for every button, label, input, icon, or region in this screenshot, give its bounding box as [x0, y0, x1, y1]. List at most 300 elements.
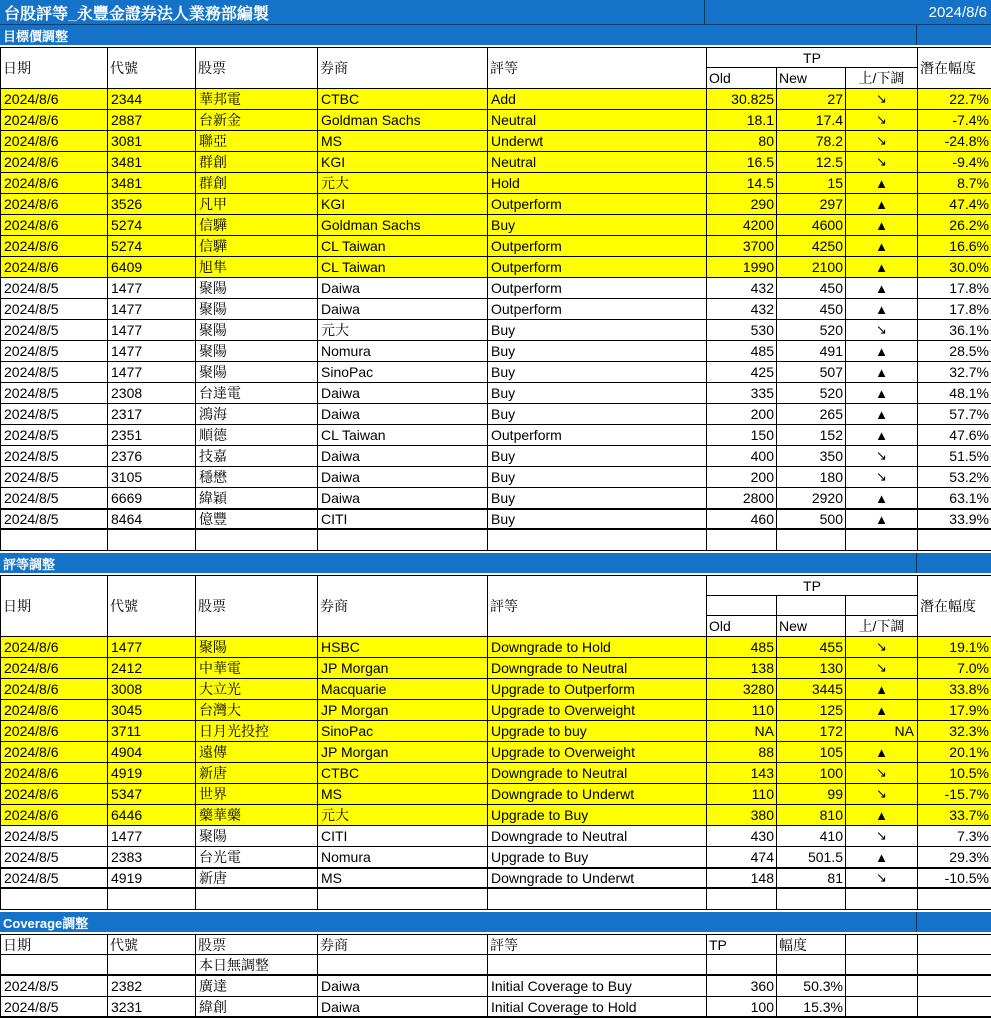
section-bar-rating-change: [0, 553, 991, 573]
cell-broker: Macquarie: [318, 679, 488, 699]
cell-potential: -9.4%: [918, 152, 991, 172]
table-row: [1, 152, 991, 173]
cell-code: 1477: [108, 278, 196, 298]
cell-broker: MS: [318, 131, 488, 151]
cell-broker: SinoPac: [318, 362, 488, 382]
cell-rating: Downgrade to Neutral: [488, 763, 707, 783]
cell-broker: MS: [318, 869, 488, 887]
col-header-tp: TP: [707, 935, 777, 954]
cell-new-tp: 450: [777, 299, 846, 319]
cell-new-tp: 105: [777, 742, 846, 762]
cell-date: 2024/8/5: [1, 869, 108, 887]
cell-new-tp: 172: [777, 721, 846, 741]
cell-stock: 大立光: [196, 679, 318, 699]
updown-icon: ▲: [846, 488, 918, 508]
cell-code: 4904: [108, 742, 196, 762]
table-row: [1, 236, 991, 257]
cell-stock: 聚陽: [196, 299, 318, 319]
cell-new-tp: 501.5: [777, 847, 846, 867]
cell-stock: 中華電: [196, 658, 318, 678]
updown-icon: ▲: [846, 215, 918, 235]
table-row: [1, 299, 991, 320]
cell-broker: CL Taiwan: [318, 236, 488, 256]
cell-rating: Buy: [488, 383, 707, 403]
cell-potential: 8.7%: [918, 173, 991, 193]
col-header-code: 代號: [108, 935, 196, 954]
cell-stock: 台光電: [196, 847, 318, 867]
cell-date: 2024/8/6: [1, 194, 108, 214]
cell-rating: Initial Coverage to Hold: [488, 997, 707, 1016]
col-header-new: New: [777, 68, 846, 88]
cell-old-tp: 2800: [707, 488, 777, 508]
cell-broker: Goldman Sachs: [318, 215, 488, 235]
cell-new-tp: 4600: [777, 215, 846, 235]
cell-new-tp: 15: [777, 173, 846, 193]
empty-cell: [918, 935, 991, 954]
cell-code: 4919: [108, 869, 196, 887]
cell-old-tp: 400: [707, 446, 777, 466]
cell-stock: 藥華藥: [196, 805, 318, 825]
table-row: [1, 784, 991, 805]
empty-cell: [846, 596, 918, 616]
updown-icon: ▲: [846, 805, 918, 825]
cell-stock: 新唐: [196, 869, 318, 887]
cell-code: 6446: [108, 805, 196, 825]
col-header-updown: 上/下調: [846, 616, 918, 636]
cell-rating: Downgrade to Hold: [488, 637, 707, 657]
cell-old-tp: 14.5: [707, 173, 777, 193]
cell-old-tp: 474: [707, 847, 777, 867]
cell-old-tp: 460: [707, 510, 777, 528]
cell-code: 3526: [108, 194, 196, 214]
cell-rating: Buy: [488, 341, 707, 361]
empty-cell: [318, 530, 488, 550]
col-header-rating: 評等: [488, 576, 707, 636]
cell-date: 2024/8/5: [1, 826, 108, 846]
col-header-broker: 券商: [318, 576, 488, 636]
table-row: [1, 847, 991, 868]
cell-stock: 穩懋: [196, 467, 318, 487]
cell-new-tp: 2100: [777, 257, 846, 277]
cell-broker: Daiwa: [318, 278, 488, 298]
cell-potential: 22.7%: [918, 89, 991, 109]
section-heading-rating-change: 評等調整: [0, 553, 917, 573]
cell-code: 1477: [108, 637, 196, 657]
section-bar-spacer: [917, 553, 991, 573]
cell-code: 3481: [108, 173, 196, 193]
cell-stock: 旭隼: [196, 257, 318, 277]
cell-rating: Upgrade to Buy: [488, 847, 707, 867]
cell-potential: -24.8%: [918, 131, 991, 151]
cell-date: 2024/8/5: [1, 383, 108, 403]
col-header-updown: 上/下調: [846, 68, 918, 88]
cell-rating: Outperform: [488, 257, 707, 277]
empty-cell: [707, 530, 777, 550]
cell-code: 3081: [108, 131, 196, 151]
cell-old-tp: 3700: [707, 236, 777, 256]
cell-rating: Upgrade to Outperform: [488, 679, 707, 699]
cell-new-tp: 297: [777, 194, 846, 214]
cell-tp: 360: [707, 976, 777, 996]
cell-broker: CTBC: [318, 89, 488, 109]
cell-code: 1477: [108, 299, 196, 319]
updown-icon: ▲: [846, 236, 918, 256]
cell-stock: 億豐: [196, 510, 318, 528]
cell-code: 6669: [108, 488, 196, 508]
updown-icon: ▲: [846, 341, 918, 361]
cell-rating: Buy: [488, 215, 707, 235]
cell-code: 4919: [108, 763, 196, 783]
cell-broker: JP Morgan: [318, 700, 488, 720]
cell-stock: 群創: [196, 152, 318, 172]
cell-old-tp: 148: [707, 869, 777, 887]
cell-new-tp: 265: [777, 404, 846, 424]
empty-cell: [918, 889, 991, 909]
cell-code: 1477: [108, 341, 196, 361]
cell-date: 2024/8/6: [1, 152, 108, 172]
col-header-stock: 股票: [196, 576, 318, 636]
coverage-header: [0, 934, 991, 955]
coverage-table: [0, 976, 991, 1018]
cell-date: 2024/8/6: [1, 742, 108, 762]
cell-old-tp: 380: [707, 805, 777, 825]
table-row: [1, 976, 991, 997]
cell-stock: 聚陽: [196, 637, 318, 657]
table-row: [1, 404, 991, 425]
cell-new-tp: 450: [777, 278, 846, 298]
empty-cell: [1, 889, 108, 909]
cell-rating: Downgrade to Neutral: [488, 658, 707, 678]
cell-broker: CITI: [318, 510, 488, 528]
table-row: [1, 742, 991, 763]
col-header-old: Old: [707, 616, 777, 636]
cell-code: 2344: [108, 89, 196, 109]
empty-cell: [196, 530, 318, 550]
cell-code: 2887: [108, 110, 196, 130]
empty-cell: [488, 955, 707, 974]
section-bar-spacer: [917, 912, 991, 932]
cell-stock: 聚陽: [196, 320, 318, 340]
empty-cell: [108, 530, 196, 550]
cell-stock: 台新金: [196, 110, 318, 130]
cell-stock: 緯穎: [196, 488, 318, 508]
cell-broker: Daiwa: [318, 404, 488, 424]
cell-old-tp: 1990: [707, 257, 777, 277]
cell-new-tp: 17.4: [777, 110, 846, 130]
cell-range: 50.3%: [777, 976, 846, 996]
cell-date: 2024/8/5: [1, 425, 108, 445]
col-header-broker: 券商: [318, 48, 488, 88]
table-row: [1, 868, 991, 889]
empty-cell: [108, 955, 196, 974]
cell-date: 2024/8/5: [1, 847, 108, 867]
empty-cell: [846, 530, 918, 550]
cell-old-tp: 425: [707, 362, 777, 382]
cell-potential: 47.4%: [918, 194, 991, 214]
cell-broker: KGI: [318, 194, 488, 214]
updown-icon: ↘: [846, 467, 918, 487]
col-header-potential: 潛在幅度: [918, 48, 991, 88]
cell-broker: Daiwa: [318, 446, 488, 466]
cell-code: 2351: [108, 425, 196, 445]
cell-code: 2382: [108, 976, 196, 996]
cell-new-tp: 100: [777, 763, 846, 783]
cell-potential: 36.1%: [918, 320, 991, 340]
cell-date: 2024/8/6: [1, 658, 108, 678]
cell-date: 2024/8/5: [1, 362, 108, 382]
cell-date: 2024/8/6: [1, 236, 108, 256]
updown-icon: ↘: [846, 784, 918, 804]
cell-rating: Buy: [488, 320, 707, 340]
section-heading-coverage: Coverage調整: [0, 912, 917, 932]
col-header-rating: 評等: [488, 935, 707, 954]
cell-potential: 57.7%: [918, 404, 991, 424]
cell-date: 2024/8/6: [1, 637, 108, 657]
updown-icon: ↘: [846, 131, 918, 151]
empty-cell: [488, 889, 707, 909]
cell-new-tp: 491: [777, 341, 846, 361]
cell-new-tp: 99: [777, 784, 846, 804]
cell-old-tp: 18.1: [707, 110, 777, 130]
empty-cell: [777, 955, 846, 974]
cell-rating: Buy: [488, 362, 707, 382]
cell-new-tp: 520: [777, 383, 846, 403]
table-row: [1, 383, 991, 404]
cell-new-tp: 507: [777, 362, 846, 382]
cell-broker: Daiwa: [318, 383, 488, 403]
cell-new-tp: 810: [777, 805, 846, 825]
cell-broker: CITI: [318, 826, 488, 846]
cell-new-tp: 78.2: [777, 131, 846, 151]
cell-stock: 凡甲: [196, 194, 318, 214]
no-adjustment-note: 本日無調整: [196, 955, 318, 974]
cell-old-tp: 110: [707, 784, 777, 804]
cell-stock: 聚陽: [196, 278, 318, 298]
empty-cell: [918, 976, 991, 996]
cell-new-tp: 520: [777, 320, 846, 340]
cell-date: 2024/8/5: [1, 341, 108, 361]
col-header-new: New: [777, 616, 846, 636]
cell-date: 2024/8/6: [1, 721, 108, 741]
updown-icon: ↘: [846, 658, 918, 678]
cell-new-tp: 455: [777, 637, 846, 657]
cell-stock: 聚陽: [196, 826, 318, 846]
cell-broker: Nomura: [318, 847, 488, 867]
cell-rating: Hold: [488, 173, 707, 193]
empty-cell: [777, 596, 846, 616]
table-row: [1, 637, 991, 658]
separator-row: [0, 530, 991, 551]
updown-icon: ↘: [846, 320, 918, 340]
empty-cell: [846, 997, 918, 1016]
table-row: [1, 763, 991, 784]
cell-rating: Outperform: [488, 278, 707, 298]
empty-cell: [707, 889, 777, 909]
cell-rating: Neutral: [488, 152, 707, 172]
cell-stock: 日月光投控: [196, 721, 318, 741]
cell-date: 2024/8/5: [1, 488, 108, 508]
cell-code: 2412: [108, 658, 196, 678]
updown-icon: ▲: [846, 510, 918, 528]
cell-code: 2376: [108, 446, 196, 466]
updown-icon: ▲: [846, 404, 918, 424]
cell-potential: 10.5%: [918, 763, 991, 783]
cell-potential: 17.8%: [918, 278, 991, 298]
section-bar-coverage: [0, 912, 991, 932]
cell-rating: Upgrade to buy: [488, 721, 707, 741]
cell-potential: 48.1%: [918, 383, 991, 403]
section-bar-target-price: [0, 25, 991, 45]
section-bar-spacer: [917, 25, 991, 45]
cell-old-tp: 432: [707, 278, 777, 298]
cell-new-tp: 27: [777, 89, 846, 109]
updown-icon: ▲: [846, 173, 918, 193]
cell-stock: 新唐: [196, 763, 318, 783]
cell-potential: 17.8%: [918, 299, 991, 319]
col-header-range: 幅度: [777, 935, 846, 954]
cell-old-tp: 3280: [707, 679, 777, 699]
cell-new-tp: 125: [777, 700, 846, 720]
table-row: [1, 997, 991, 1018]
col-header-code: 代號: [108, 576, 196, 636]
cell-code: 5274: [108, 236, 196, 256]
updown-icon: ↘: [846, 446, 918, 466]
cell-broker: 元大: [318, 173, 488, 193]
cell-code: 2308: [108, 383, 196, 403]
cell-new-tp: 500: [777, 510, 846, 528]
col-header-tp-group: TP: [707, 48, 918, 68]
cell-broker: Daiwa: [318, 299, 488, 319]
cell-code: 3711: [108, 721, 196, 741]
cell-stock: 聯亞: [196, 131, 318, 151]
table-row: [1, 257, 991, 278]
cell-potential: 28.5%: [918, 341, 991, 361]
cell-old-tp: 4200: [707, 215, 777, 235]
col-header-date: 日期: [1, 935, 108, 954]
cell-stock: 信驊: [196, 236, 318, 256]
updown-icon: ▲: [846, 194, 918, 214]
cell-potential: 16.6%: [918, 236, 991, 256]
cell-rating: Buy: [488, 488, 707, 508]
cell-potential: 63.1%: [918, 488, 991, 508]
cell-stock: 信驊: [196, 215, 318, 235]
empty-cell: [488, 530, 707, 550]
table-row: [1, 110, 991, 131]
cell-old-tp: 200: [707, 467, 777, 487]
cell-code: 3105: [108, 467, 196, 487]
empty-cell: [918, 997, 991, 1016]
updown-icon: ↘: [846, 826, 918, 846]
cell-broker: 元大: [318, 805, 488, 825]
cell-stock: 華邦電: [196, 89, 318, 109]
cell-broker: JP Morgan: [318, 742, 488, 762]
cell-new-tp: 410: [777, 826, 846, 846]
cell-date: 2024/8/5: [1, 320, 108, 340]
cell-potential: 7.0%: [918, 658, 991, 678]
table-row: [1, 278, 991, 299]
cell-broker: Goldman Sachs: [318, 110, 488, 130]
cell-date: 2024/8/6: [1, 679, 108, 699]
updown-icon: ▲: [846, 742, 918, 762]
cell-new-tp: 3445: [777, 679, 846, 699]
cell-date: 2024/8/6: [1, 257, 108, 277]
cell-date: 2024/8/6: [1, 131, 108, 151]
cell-rating: Buy: [488, 446, 707, 466]
page-title: 台股評等_永豐金證券法人業務部編製: [0, 0, 705, 24]
cell-stock: 緯創: [196, 997, 318, 1016]
updown-icon: NA: [846, 721, 918, 741]
updown-icon: ↘: [846, 89, 918, 109]
cell-stock: 遠傳: [196, 742, 318, 762]
cell-code: 3008: [108, 679, 196, 699]
cell-code: 3045: [108, 700, 196, 720]
cell-range: 15.3%: [777, 997, 846, 1016]
cell-tp: 100: [707, 997, 777, 1016]
cell-rating: Downgrade to Neutral: [488, 826, 707, 846]
empty-cell: [707, 596, 777, 616]
table-row: [1, 425, 991, 446]
table-row: [1, 362, 991, 383]
cell-potential: 53.2%: [918, 467, 991, 487]
empty-cell: [196, 889, 318, 909]
col-header-potential: 潛在幅度: [918, 576, 991, 636]
cell-date: 2024/8/5: [1, 404, 108, 424]
cell-stock: 聚陽: [196, 341, 318, 361]
cell-rating: Buy: [488, 467, 707, 487]
cell-potential: 51.5%: [918, 446, 991, 466]
cell-potential: 29.3%: [918, 847, 991, 867]
cell-old-tp: 485: [707, 341, 777, 361]
empty-cell: [1, 530, 108, 550]
table-row: [1, 658, 991, 679]
cell-rating: Upgrade to Overweight: [488, 700, 707, 720]
empty-cell: [846, 889, 918, 909]
cell-date: 2024/8/5: [1, 446, 108, 466]
cell-new-tp: 12.5: [777, 152, 846, 172]
cell-stock: 廣達: [196, 976, 318, 996]
cell-broker: CL Taiwan: [318, 257, 488, 277]
col-header-date: 日期: [1, 48, 108, 88]
col-header-rating: 評等: [488, 48, 707, 88]
cell-new-tp: 81: [777, 869, 846, 887]
cell-date: 2024/8/5: [1, 278, 108, 298]
rating-change-table: [0, 637, 991, 889]
cell-potential: 7.3%: [918, 826, 991, 846]
cell-rating: Add: [488, 89, 707, 109]
cell-old-tp: 138: [707, 658, 777, 678]
cell-date: 2024/8/6: [1, 215, 108, 235]
table-row: [1, 131, 991, 152]
empty-cell: [707, 955, 777, 974]
cell-date: 2024/8/5: [1, 299, 108, 319]
col-header-date: 日期: [1, 576, 108, 636]
report-date: 2024/8/6: [928, 3, 987, 21]
cell-date: 2024/8/6: [1, 700, 108, 720]
cell-old-tp: 16.5: [707, 152, 777, 172]
cell-stock: 群創: [196, 173, 318, 193]
cell-rating: Outperform: [488, 425, 707, 445]
cell-code: 3231: [108, 997, 196, 1016]
cell-code: 3481: [108, 152, 196, 172]
cell-old-tp: 88: [707, 742, 777, 762]
cell-old-tp: NA: [707, 721, 777, 741]
cell-broker: HSBC: [318, 637, 488, 657]
cell-rating: Outperform: [488, 194, 707, 214]
cell-potential: 26.2%: [918, 215, 991, 235]
cell-stock: 台達電: [196, 383, 318, 403]
updown-icon: ▲: [846, 278, 918, 298]
empty-cell: [918, 955, 991, 974]
